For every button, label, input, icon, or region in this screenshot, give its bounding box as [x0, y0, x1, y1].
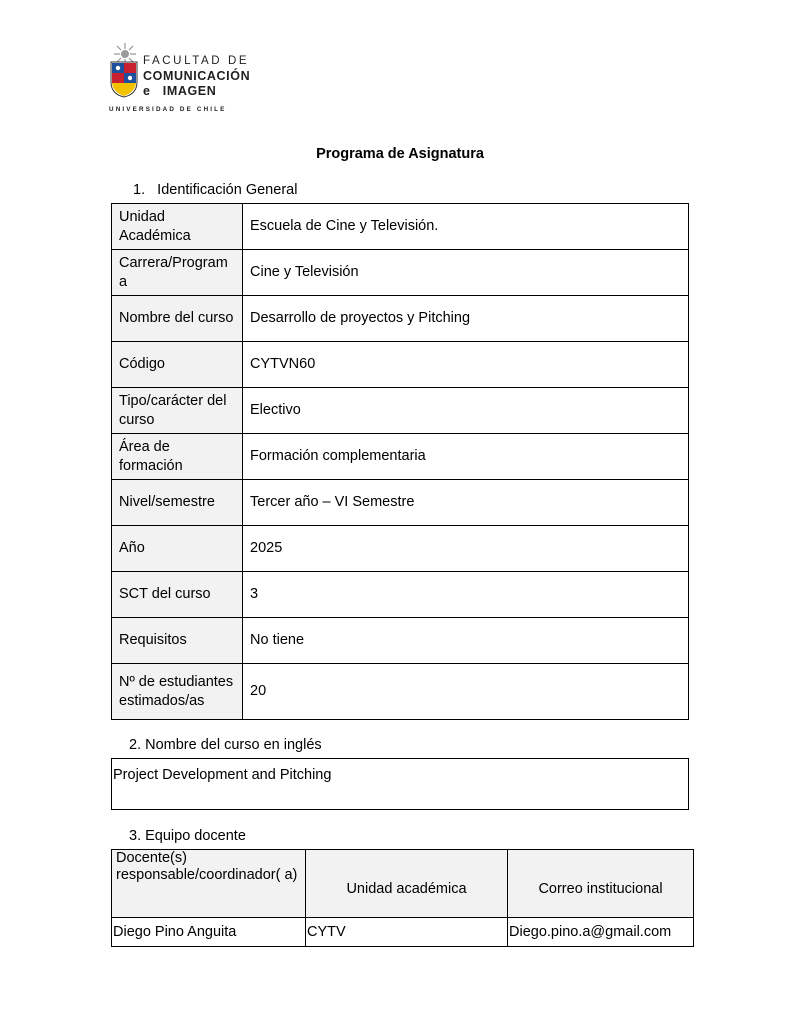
row-label: Tipo/carácter del curso: [112, 388, 243, 434]
section-heading-english-name: 2. Nombre del curso en inglés: [129, 737, 322, 753]
table-row: [112, 664, 689, 720]
table-row: [112, 204, 689, 250]
row-label: Nombre del curso: [112, 296, 243, 342]
row-value: 20: [243, 664, 689, 720]
docente-unit: CYTV: [306, 918, 508, 947]
logo-text-faculty: FACULTAD DE: [143, 55, 250, 67]
table-row: [112, 618, 689, 664]
row-value: 3: [243, 572, 689, 618]
column-header-correo: Correo institucional: [508, 850, 694, 918]
section-heading-teaching-team: 3. Equipo docente: [129, 828, 246, 844]
row-label: Nivel/semestre: [112, 480, 243, 526]
english-name-box: [111, 758, 689, 810]
row-value: CYTVN60: [243, 342, 689, 388]
column-header-docente: Docente(s) responsable/coordinador( a): [112, 850, 306, 918]
table-row: [112, 296, 689, 342]
table-row: [112, 434, 689, 480]
row-label: Área de formación: [112, 434, 243, 480]
page-title: Programa de Asignatura: [316, 146, 484, 162]
row-value: No tiene: [243, 618, 689, 664]
docente-name: Diego Pino Anguita: [112, 918, 306, 947]
row-value: Electivo: [243, 388, 689, 434]
row-label: Año: [112, 526, 243, 572]
row-label: SCT del curso: [112, 572, 243, 618]
table-row: [112, 250, 689, 296]
table-header-row: [112, 850, 694, 918]
row-value: 2025: [243, 526, 689, 572]
table-row: [112, 526, 689, 572]
row-label: Unidad Académica: [112, 204, 243, 250]
row-value: Tercer año – VI Semestre: [243, 480, 689, 526]
row-label: Requisitos: [112, 618, 243, 664]
row-value: Desarrollo de proyectos y Pitching: [243, 296, 689, 342]
table-row: [112, 388, 689, 434]
logo-text-imagen: e IMAGEN: [143, 84, 217, 98]
row-value: Cine y Televisión: [243, 250, 689, 296]
teaching-team-table: [111, 849, 694, 947]
identification-table: [111, 203, 689, 720]
row-value: Formación complementaria: [243, 434, 689, 480]
table-row: [112, 480, 689, 526]
table-row: [112, 572, 689, 618]
logo-text-comunicacion: COMUNICACIÓN: [143, 69, 251, 83]
docente-email: Diego.pino.a@gmail.com: [508, 918, 694, 947]
row-label: Carrera/Program a: [112, 250, 243, 296]
university-shield-icon: [110, 60, 138, 98]
row-value: Escuela de Cine y Televisión.: [243, 204, 689, 250]
table-row: [112, 342, 689, 388]
section-heading-identification: 1. Identificación General: [133, 182, 298, 198]
logo-text-university: UNIVERSIDAD DE CHILE: [109, 106, 227, 113]
column-header-unidad: Unidad académica: [306, 850, 508, 918]
english-course-name: Project Development and Pitching: [113, 767, 332, 783]
table-row: [112, 918, 694, 947]
row-label: Nº de estudiantes estimados/as: [112, 664, 243, 720]
row-label: Código: [112, 342, 243, 388]
